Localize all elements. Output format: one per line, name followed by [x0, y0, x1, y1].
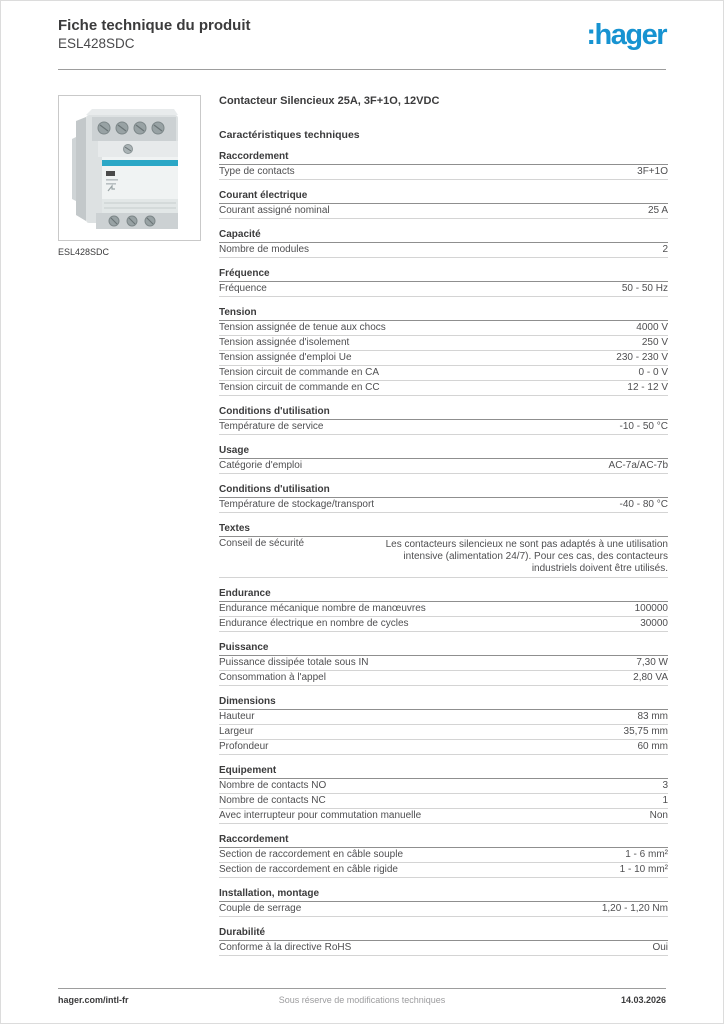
spec-value: 50 - 50 Hz	[621, 283, 668, 294]
section-rows	[219, 204, 668, 219]
spec-row	[219, 725, 668, 740]
spec-row	[219, 863, 668, 878]
section-heading: Fréquence	[219, 268, 668, 282]
spec-label: Type de contacts	[219, 166, 295, 177]
spec-section	[219, 834, 668, 878]
section-heading: Textes	[219, 523, 668, 537]
spec-row	[219, 809, 668, 824]
spec-label: Tension circuit de commande en CA	[219, 367, 380, 378]
spec-label: Endurance électrique en nombre de cycles	[219, 618, 409, 629]
spec-label: Couple de serrage	[219, 903, 302, 914]
spec-row	[219, 498, 668, 513]
spec-label: Puissance dissipée totale sous IN	[219, 657, 369, 668]
spec-value: 12 - 12 V	[627, 382, 668, 393]
spec-label: Nombre de contacts NC	[219, 795, 326, 806]
section-heading: Puissance	[219, 642, 668, 656]
spec-row	[219, 671, 668, 686]
spec-section	[219, 927, 668, 956]
section-heading: Conditions d'utilisation	[219, 484, 668, 498]
section-rows	[219, 282, 668, 297]
section-rows	[219, 779, 668, 824]
footer-divider	[58, 988, 666, 989]
spec-row	[219, 656, 668, 671]
section-heading: Tension	[219, 307, 668, 321]
hager-logo: :hager	[586, 19, 666, 51]
spec-label: Tension assignée de tenue aux chocs	[219, 322, 386, 333]
spec-row	[219, 941, 668, 956]
spec-label: Tension assignée d'emploi Ue	[219, 352, 352, 363]
spec-label: Fréquence	[219, 283, 267, 294]
spec-section	[219, 642, 668, 686]
spec-row	[219, 902, 668, 917]
spec-label: Conforme à la directive RoHS	[219, 942, 352, 953]
spec-value: Les contacteurs silencieux ne sont pas adaptés à une utilisation intensive (alimentation 24/7). Pour ces cas, des contacteurs industriels doivent être utilisés.	[385, 539, 668, 574]
spec-section	[219, 588, 668, 632]
spec-row	[219, 243, 668, 258]
spec-section	[219, 445, 668, 474]
spec-section	[219, 406, 668, 435]
spec-label: Consommation à l'appel	[219, 672, 326, 683]
spec-section	[219, 307, 668, 396]
spec-value: 100000	[634, 603, 668, 614]
section-rows	[219, 656, 668, 686]
spec-label: Tension circuit de commande en CC	[219, 382, 380, 393]
modular-contactor-photo	[70, 103, 190, 233]
spec-label: Conseil de sécurité	[219, 538, 305, 549]
spec-label: Largeur	[219, 726, 254, 737]
spec-value: 30000	[640, 618, 668, 629]
section-rows	[219, 321, 668, 396]
spec-row	[219, 794, 668, 809]
section-heading: Dimensions	[219, 696, 668, 710]
section-heading: Conditions d'utilisation	[219, 406, 668, 420]
spec-row	[219, 366, 668, 381]
section-rows	[219, 710, 668, 755]
page-footer	[58, 995, 666, 1005]
spec-value: -10 - 50 °C	[619, 421, 668, 432]
spec-value: 35,75 mm	[623, 726, 668, 737]
spec-row	[219, 204, 668, 219]
section-heading: Installation, montage	[219, 888, 668, 902]
spec-value: 1 - 6 mm²	[625, 849, 668, 860]
section-heading: Raccordement	[219, 151, 668, 165]
spec-value: 3	[662, 780, 668, 791]
spec-section	[219, 151, 668, 180]
spec-section	[219, 229, 668, 258]
spec-row	[219, 336, 668, 351]
spec-row	[219, 740, 668, 755]
section-heading: Endurance	[219, 588, 668, 602]
spec-section	[219, 190, 668, 219]
spec-value: 1 - 10 mm²	[619, 864, 668, 875]
spec-value: 1,20 - 1,20 Nm	[601, 903, 668, 914]
product-reference: ESL428SDC	[58, 36, 135, 51]
spec-row	[219, 351, 668, 366]
footer-website-link[interactable]: hager.com/intl-fr	[58, 995, 129, 1005]
spec-value: 250 V	[641, 337, 668, 348]
spec-value: -40 - 80 °C	[619, 499, 668, 510]
spec-label: Nombre de modules	[219, 244, 310, 255]
spec-section	[219, 765, 668, 824]
spec-value: Non	[649, 810, 668, 821]
spec-value: 2,80 VA	[633, 672, 668, 683]
spec-value: 0 - 0 V	[638, 367, 668, 378]
spec-row	[219, 282, 668, 297]
spec-value: Oui	[652, 942, 668, 953]
spec-label: Température de stockage/transport	[219, 499, 375, 510]
spec-value: 7,30 W	[636, 657, 668, 668]
spec-row	[219, 420, 668, 435]
section-rows	[219, 602, 668, 632]
spec-row	[219, 165, 668, 180]
section-rows	[219, 848, 668, 878]
section-rows	[219, 420, 668, 435]
section-rows	[219, 902, 668, 917]
spec-label: Nombre de contacts NO	[219, 780, 327, 791]
section-rows	[219, 459, 668, 474]
spec-label: Avec interrupteur pour commutation manuelle	[219, 810, 422, 821]
section-heading: Equipement	[219, 765, 668, 779]
specs-title: Caractéristiques techniques	[219, 129, 360, 141]
spec-value: 25 A	[647, 205, 668, 216]
page-header	[58, 16, 666, 52]
section-heading: Courant électrique	[219, 190, 668, 204]
spec-value: AC-7a/AC-7b	[608, 460, 668, 471]
spec-row	[219, 321, 668, 336]
section-rows	[219, 941, 668, 956]
spec-row	[219, 381, 668, 396]
section-rows	[219, 243, 668, 258]
spec-section	[219, 268, 668, 297]
spec-value: 60 mm	[637, 741, 668, 752]
section-heading: Raccordement	[219, 834, 668, 848]
doc-title: Fiche technique du produit	[58, 17, 251, 34]
spec-section	[219, 696, 668, 755]
product-title: Contacteur Silencieux 25A, 3F+1O, 12VDC	[219, 95, 440, 107]
spec-label: Endurance mécanique nombre de manœuvres	[219, 603, 426, 614]
spec-label: Catégorie d'emploi	[219, 460, 303, 471]
spec-sections	[219, 151, 668, 956]
spec-row	[219, 617, 668, 632]
product-figure	[58, 95, 201, 257]
spec-label: Section de raccordement en câble souple	[219, 849, 404, 860]
spec-label: Section de raccordement en câble rigide	[219, 864, 398, 875]
header-divider	[58, 69, 666, 70]
section-heading: Usage	[219, 445, 668, 459]
spec-value: 4000 V	[636, 322, 668, 333]
spec-value: 83 mm	[637, 711, 668, 722]
spec-value: 2	[662, 244, 668, 255]
section-heading: Capacité	[219, 229, 668, 243]
spec-label: Hauteur	[219, 711, 255, 722]
spec-label: Courant assigné nominal	[219, 205, 330, 216]
product-photo-frame	[58, 95, 201, 241]
spec-section	[219, 523, 668, 578]
spec-section	[219, 484, 668, 513]
section-rows	[219, 537, 668, 578]
product-photo-caption: ESL428SDC	[58, 247, 110, 257]
spec-row	[219, 537, 668, 578]
footer-disclaimer: Sous réserve de modifications techniques	[278, 995, 446, 1005]
section-rows	[219, 498, 668, 513]
spec-row	[219, 848, 668, 863]
section-rows	[219, 165, 668, 180]
spec-row	[219, 602, 668, 617]
spec-label: Tension assignée d'isolement	[219, 337, 350, 348]
section-heading: Durabilité	[219, 927, 668, 941]
spec-content	[219, 95, 668, 956]
spec-value: 3F+1O	[637, 166, 668, 177]
spec-label: Profondeur	[219, 741, 269, 752]
spec-value: 1	[662, 795, 668, 806]
spec-value: 230 - 230 V	[616, 352, 668, 363]
spec-row	[219, 710, 668, 725]
spec-row	[219, 459, 668, 474]
spec-section	[219, 888, 668, 917]
footer-date: 14.03.2026	[620, 995, 666, 1005]
spec-row	[219, 779, 668, 794]
spec-label: Température de service	[219, 421, 324, 432]
